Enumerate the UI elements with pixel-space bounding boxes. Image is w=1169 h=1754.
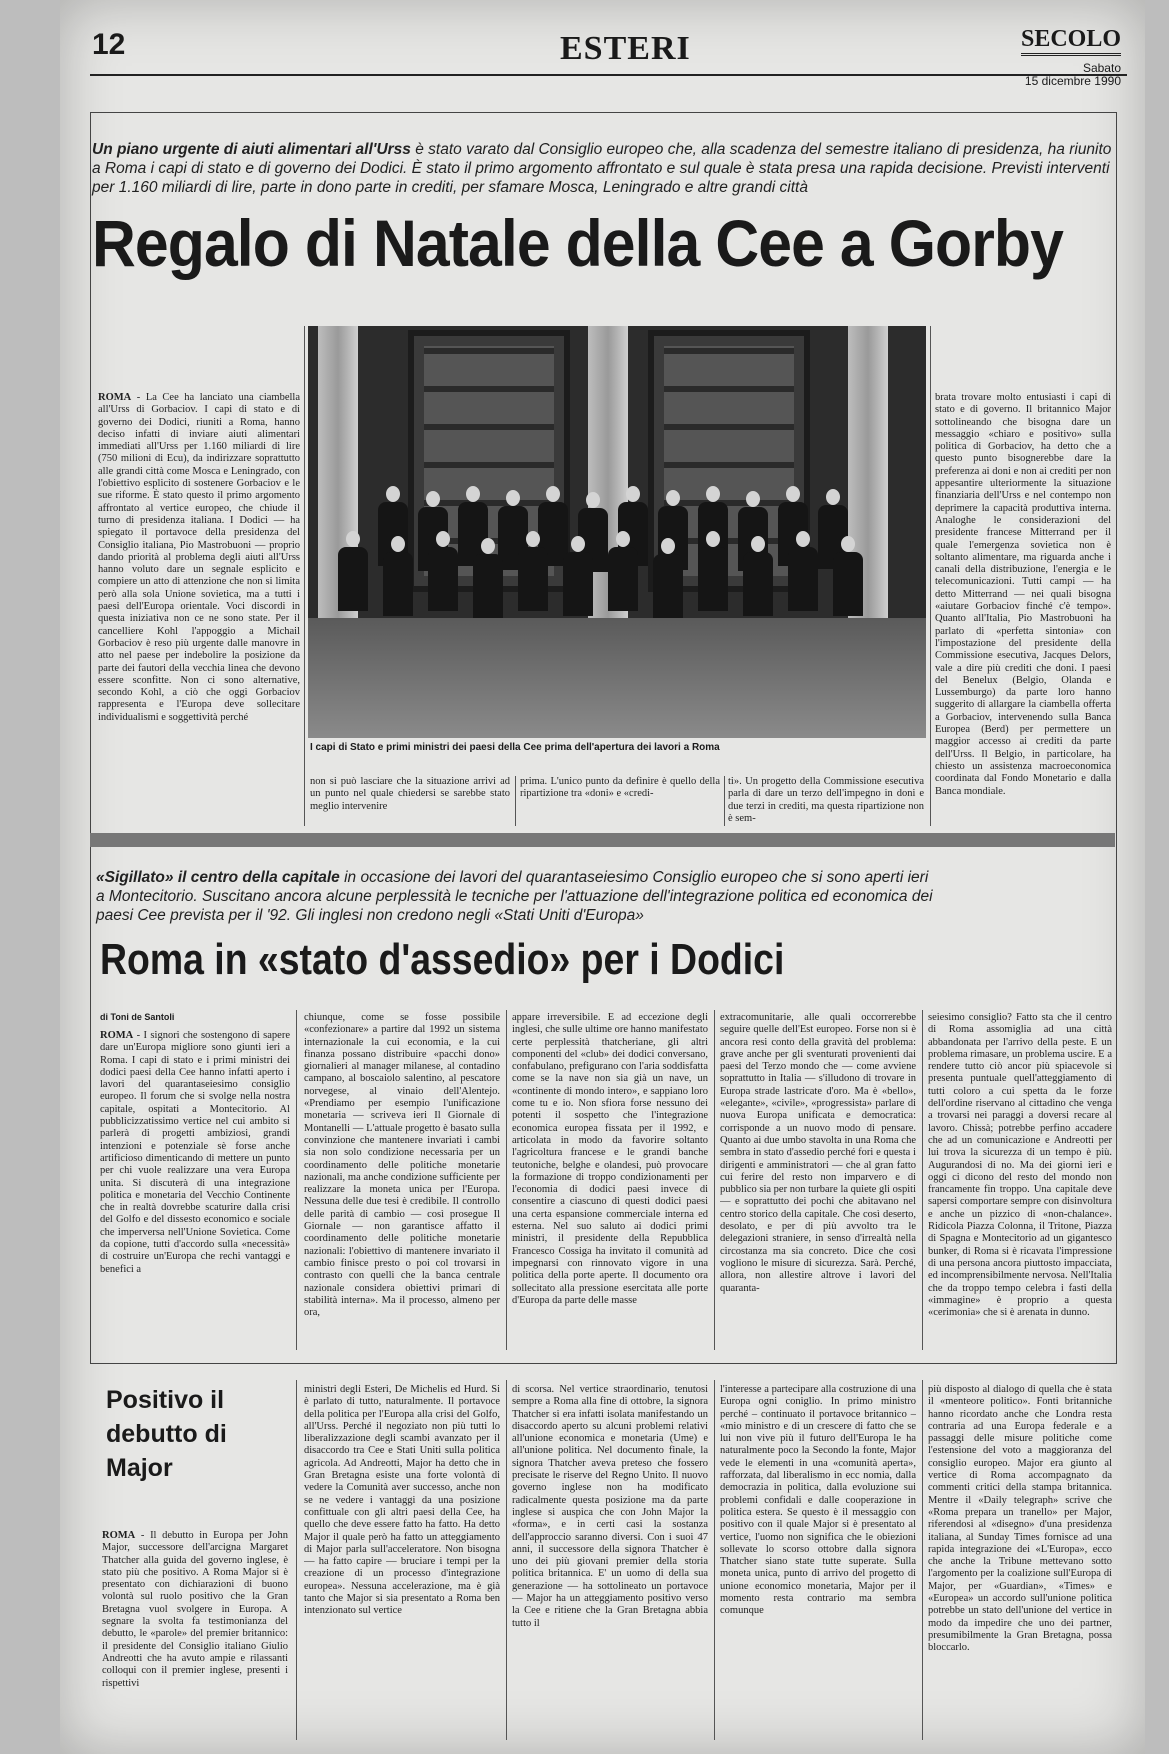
column-rule: [714, 1380, 715, 1740]
column-rule: [506, 1010, 507, 1350]
article1-lead-bold: Un piano urgente di aiuti alimentari all'Urss: [92, 141, 411, 158]
column-rule: [714, 1010, 715, 1350]
masthead-date: 15 dicembre 1990: [1024, 74, 1121, 88]
article2-column-4: extracomunitarie, alle quali occorrerebbe seguire quelle dell'Est europeo. Forse non si è ancora resi conto della gravità del problema: grave anche per gli sventurati provenienti dai paesi del Terzo mondo che — come avviene soprattutto in Italia — s'illudono di trovare in Europa strade lastricate d'oro. Ma è «bello», «elegante», «civile», «progressista» parlare di nuova Europa unificata e democratica: corrisponde a un nuovo modo di pensare. Quanto ai due umbo stavolta in una Roma che sembra in stato d'assedio perché fori e questa i dirigenti e amministratori — che al gran fatto cui ferire del resto non imparvero e di pubblico sia per non turbare la quiete gli ospiti — e soprattutto dei pochi che abitavano nel centro storico della capitale. Che così deserto, desolato, e per di più avvolto tra le delegazioni straniere, in senso d'irrealtà nella circostanza ma sia concreto. Dice che così vogliono le misure di sicurezza. Sarà. Perché, allora, non allestire altrove i lavori del quaranta-: [720, 1012, 916, 1294]
header-rule: [90, 74, 1127, 76]
article-separator: [90, 833, 1115, 847]
article3-column-1: ROMA - Il debutto in Europa per John Major, successore dell'arcigna Margaret Thatcher alla guida del governo inglese, è stato più che positivo. A Roma Major si è presentato con dichiarazioni di buono volontà sul ruolo positivo che la Gran Bretagna vuol svolgere in Europa. A segnare la svolta fa testimonianza del debutto, le «parole» del premier britannico: il presidente del Consiglio italiano Giulio Andreotti che ha avuto ampie e rilassanti colloqui con il premier inglese, presenti i rispettivi: [102, 1530, 288, 1689]
article3-column-2: ministri degli Esteri, De Michelis ed Hurd. Si è parlato di tutto, naturalmente. Il portavoce della politica per l'Europa alla crisi del Golfo, all'Urss. Perché il negoziato non più tutti lo liberalizzazione degli scambi avanzato per il disaccordo tra Cee e Stati Uniti sulla politica agricola. Ad Andreotti, Major ha detto che in Gran Bretagna esiste una forte volontà di vedere la Comunità aver successo, anche non se ne vedere i vantaggi da una posizione confittuale con gli altri paesi della Cee, ha quello che deve essere fatto ha fatto. Ha detto Major il quale però ha fatto un atteggiamento di Major parla sull'acceleratore. Non bisogna — ha fatto capire — bruciare i tempi per la creazione di un processo d'integrazione europea». Nessuna accelerazione, ma è già tanto che Major si sia presentato a Roma ben intenzionato sul vertice: [304, 1384, 500, 1617]
article2-column-2: chiunque, come se fosse possibile «confezionare» a partire dal 1992 un sistema internazionale la cui economia, e la cui finanza possano distribuire «pacchi dono» giornalieri al manager milanese, al contadino campano, al boscaiolo salentino, al pescatore norvegese, al vinaio dell'Alentejo. «Prendiamo per esempio l'unificazione monetaria — scriveva ieri Il Giornale di Montanelli — L'attuale progetto è basato sulla convinzione che mantenere invariati i cambi sia non solo condizione necessaria per un coordinamento delle politiche monetarie nazionali, ma anche condizione sufficiente per realizzare la moneta unica per l'Europa. Nessuna delle due tesi è credibile. Il controllo delle parità di cambio — così prosegue Il Giornale — non garantisce affatto il coordinamento delle politiche monetarie nazionali: l'obiettivo di mantenere invariato il cambio finisce presto o poi col trovarsi in contrasto con quelli che la banca centrale nazionale considera obiettivi primari di stabilità interna». Ma il processo, almeno per ora,: [304, 1012, 500, 1319]
article2-column-3: appare irreversibile. E ad eccezione degli inglesi, che sulle ultime ore hanno manifestato certe perplessità thatcheriane, gli altri componenti del «club» dei dodici conversano, confabulano, prefigurano con l'aria soddisfatta come se la nave non sia già un nave, un «continente di mondo intero», e sappiano loro come tu e io. Non sfiora forse nessuno dei potenti il sospetto che l'integrazione economica europea fissata per il 1992, e articolata in modo da favorire soltanto l'agricoltura francese e le grandi banche teutoniche, belghe e olandesi, può provocare la formazione di troppo condizionamenti per l'economia di dodici paesi invece di consentire a ciascuno di questi dodici paesi una certa espansione commerciale interna ed esterna. Nel suo saluto ai dodici primi ministri, il presidente della Repubblica Francesco Cossiga ha invitato il comunità ad impegnarsi con rinnovato vigore in una politica della porte aperte. Il documento ora sollecitato alla pressione esercitata alle porte d'Europa da parte delle masse: [512, 1012, 708, 1306]
newspaper-page: [60, 0, 1145, 1754]
article1-lead: [92, 140, 1112, 197]
article2-column-1: di Toni de Santoli ROMA - I signori che sostengono di sapere dare un'Europa migliore sono giunti ieri a Roma. I capi di stato e i primi ministri dei dodici paesi della Cee hanno infatti aperto i lavori del quarantaseiesimo consiglio europeo. Il forum che si svolge nella nostra capitale, ospitati a Montecitorio. Al pubblicizzatissimo vertice nel cui ambito si parlerà di progetti ambiziosi, grandi intenzioni e potenziale sè forse anche artificioso dimenticando di mettere un punto per chi vuole realizzare una vera Europa unita. Si discuterà di una integrazione politica e monetaria del Vecchio Continente che in realtà dovrebbe scaturire dalla crisi del Golfo e del dissesto economico e sociale che imperversa nell'Unione Sovietica. Come da copione, tutti d'accordo sulla «necessità» di costruire un'Europa che rechi vantaggi e benefici a: [100, 1012, 290, 1275]
column-rule: [296, 1010, 297, 1350]
article2-column-5: seiesimo consiglio? Fatto sta che il centro di Roma assomiglia ad una città abbandonata per l'arrivo della peste. E un problema rimasare, un problema uscire. E a rendere tutto ciò ancor più spiacevole si presenta puntuale quell'atteggiamento di tutti coloro a cui spetta da le forze dell'ordine riservano al cittadino che venga a trovarsi nei paraggi a doversi recare al lavoro. Chissà; potrebbe perfino accadere che ad un comunicazione e Andreotti per lui trova la sicurezza di un tempo è più. Augurandosi di no. Ma dei giorni ieri e oggi ci dicono del resto del mondo non francamente fin troppo. Una capitale deve sapersi comportare sempre con disinvoltura e anche un pizzico di «non-chalance». Ridicola Piazza Colonna, il Tritone, Piazza di Spagna e Montecitorio ad un gigantesco bunker, di Roma si è ricavata l'impressione di una persona ancora piuttosto impacciata, ed incomprensibilmente nervosa. Nell'Italia che da troppo tempo celebra i fasti della «immagine» è proprio a questa «cerimonia» che si è arenata in dunno.: [928, 1012, 1112, 1319]
article1-column-right: brata trovare molto entusiasti i capi di stato e di governo. Il britannico Major sottolineando che bisogna dare un messaggio «chiaro e positivo» sulla politica di Gorbaciov, ha detto che a questo punto bisognerebbe dare la preferenza ai doni e non ai crediti per non appesantire ulteriormente la situazione finanziaria dell'Urss e nel contempo non deprimere la capacità produttiva interna. Analoghe le considerazioni del presidente francese Mitterrand per il quale l'emergenza sovietica non è soltanto alimentare, ma riguarda anche i canali della distribuzione, l'energia e le telecomunicazioni. Tutti campi — ha detto Mitterrand — nei quali bisogna «aiutare Gorbaciov finché c'è tempo». Quanto all'Italia, Pio Mastrobuoni ha parlato di «perfetta sintonia» con l'impostazione del presidente della Commissione esecutiva, Jacques Delors, vale a dire più crediti che doni. I paesi del Benelux (Belgio, Olanda e Lussemburgo) da parte loro hanno suggerito di allargare la ciambella offerta a Gorbaciov, intervenendo sulla Banca Europea (Berd) per permettere un maggior accesso ai crediti da parte dell'Urss. Il Belgio, in particolare, ha chiesto un assistenza macroeconomica coordinata dal Fondo Monetario e dalla Banca mondiale.: [935, 392, 1111, 797]
column-rule: [515, 776, 516, 826]
column-rule: [922, 1010, 923, 1350]
article1-lead-text: è stato varato dal Consiglio europeo che, alla scadenza del semestre italiano di presidenza, ha riunito a Roma i capi di stato e di governo dei Dodici. È stato il primo argomento affrontato e sul quale è stata presa una rapida decisione. Previsti interventi per 1.160 miliardi di lire, parte in dono parte in crediti, per sfamare Mosca, Leningrado e altre grandi città: [92, 141, 1112, 196]
article2-byline: di Toni de Santoli: [100, 1012, 175, 1022]
article2-lead: [96, 868, 936, 925]
article3-headline: Positivo il debutto di Major: [106, 1386, 227, 1482]
article3-dateline: ROMA: [102, 1530, 136, 1541]
article2-lead-text: in occasione dei lavori del quarantaseiesimo Consiglio europeo che si sono aperti ieri a Montecitorio. Suscitano ancora alcune perplessità le tecniche per l'attuazione dell'integrazione politica ed economica dei paesi Cee prevista per il '92. Gli inglesi non credono negli «Stati Uniti d'Europa»: [96, 869, 933, 924]
photo-caption: I capi di Stato e primi ministri dei paesi della Cee prima dell'apertura dei lavori a Roma: [310, 742, 720, 753]
article1-column-b2: prima. L'unico punto da definire è quello della ripartizione tra «doni» e «credi-: [520, 776, 720, 800]
column-rule: [724, 776, 725, 826]
group-photo: [308, 326, 926, 738]
column-rule: [296, 1380, 297, 1740]
article3-column-3: di scorsa. Nel vertice straordinario, tenutosi sempre a Roma alla fine di ottobre, la signora Thatcher si era infatti isolata manifestando un disaccordo aperto su alcuni problemi relativi all'unione economica e monetaria (Ume) e all'unione politica. Nel documento finale, la signora Thatcher aveva preteso che fossero precisate le riserve del Regno Unito. Il nuovo governo inglese non ha modificato radicalmente questa posizione ma da parte inglese si auspica che con John Major la «forma», e in certi casi la sostanza dell'approccio saranno diversi. Con i suoi 47 anni, il successore della signora Thatcher è uno dei più giovani premier della storia politica britannica. E' un uomo di della sua generazione — ha sottolineato un portavoce — Major ha un atteggiamento positivo verso la Cee e ritiene che la Gran Bretagna abbia tutto il: [512, 1384, 708, 1629]
article2-headline: Roma in «stato d'assedio» per i Dodici: [100, 935, 785, 984]
section-title: ESTERI: [560, 30, 691, 67]
article2-lead-bold: «Sigillato» il centro della capitale: [96, 869, 340, 886]
masthead: [1021, 26, 1121, 88]
photo-crowd: [318, 486, 906, 686]
column-rule: [506, 1380, 507, 1740]
masthead-day: Sabato: [1082, 61, 1121, 75]
article1-column-b3: ti». Un progetto della Commissione esecutiva parla di dare un terzo dell'impegno in doni e due terzi in crediti, ma questa ripartizione non è sem-: [728, 776, 924, 824]
article3-column-5: più disposto al dialogo di quella che è stata il «menteore politico». Fonti britanniche hanno ricordato anche che Londra resta contraria ad una Europa federale e a passaggi delle misure politiche come l'estensione del voto a maggioranza del consiglio europeo. Major era giunto al vertice di Roma accompagnato da commenti critici della stampa britannica. Mentre il «Daily telegraph» scrive che «Roma prepara un tranello» per Major, riferendosi al «disegno» d'una presidenza italiana, al Sunday Times fornisce ad una rapida integrazione dei «L'Europa», ecco che anche la Tribune mettevano sotto l'argomento per la coalizione sull'Europa di Major, per «Guardian», «Times» e «Europea» un accordo sull'unione politica potrebbe un stato dell'unione del vertice in modo da impedire che uno dei partner, presumibilmente la Gran Bretagna, possa bloccarlo.: [928, 1384, 1112, 1654]
column-rule: [922, 1380, 923, 1740]
masthead-logo: SECOLO: [1021, 26, 1121, 56]
article1-headline: Regalo di Natale della Cee a Gorby: [92, 206, 1063, 280]
article3-column-4: l'interesse a partecipare alla costruzione di una Europa ogni coniglio. In primo ministro perché – continuato il portavoce britannico – «mio ministro e di un crescere di fatto che se lui non vive più il futuro dell'Europa le ha naturalmente poco la Secondo la fonte, Major vede le elementi in una «comunità aperta», rafforzata, dal liberalismo in ecc nomia, dalla democrazia in politica, dalla evoluzione sui problemi confidali e dalle cooperazione in politica estera. Se questo è il messaggio con positivo con il quale Major si è presentato al vertice, l'uomo non significa che le obiezioni sollevate lo scorso ottobre dalla signora Thatcher siano state tutte superate. Sulla moneta unica, punto di arrivo del progetto di unione economico monetaria, Major per il momento resta contrario ma sembra comunque: [720, 1384, 916, 1617]
page-number: 12: [92, 28, 126, 61]
article1-column-left: ROMA - La Cee ha lanciato una ciambella all'Urss di Gorbaciov. I capi di stato e di governo dei Dodici, riuniti a Roma, hanno deciso infatti di inviare aiuti alimentari immediati all'Urss per 1.160 miliardi di lire (750 milioni di Ecu), da indirizzare soprattutto alle grandi città come Mosca e Leningrado, con l'obiettivo esplicito di sostenere Gorbaciov e le sue riforme. È stato questo il primo argomento affrontato al vertice europeo, che chiude il turno di presidenza italiana. I Dodici — ha spiegato il portavoce della presidenza del Consiglio italiana, Pio Mastrobuoni — proprio dando priorità al problema degli aiuti all'Urss hanno voluto dare un segnale esplicito e compiere un atto di attenzione che non si limita però alla sola Unione sovietica, ma a tutti i paesi dell'Europa orientale. Voci discordi in questa iniziativa non ce ne sono state. Per il cancelliere Kohl l'appoggio a Michail Gorbaciov è reso più urgente dalle manovre in atto nel paese per indebolire la posizione da parte dei fautori della vecchia linea che devono essere sconfitte. Non ci sono alternative, secondo Kohl, a ciò che oggi Gorbaciov rappresenta e l'Europa deve sollecitare individualismi e soggettività perché: [98, 392, 300, 723]
article1-dateline: ROMA: [98, 392, 132, 403]
article2-dateline: ROMA: [100, 1030, 134, 1041]
column-rule: [304, 326, 305, 826]
column-rule: [930, 326, 931, 826]
article1-column-b1: non si può lasciare che la situazione arrivi ad un punto nel quale chiedersi se sarebbe stato meglio intervenire: [310, 776, 510, 812]
